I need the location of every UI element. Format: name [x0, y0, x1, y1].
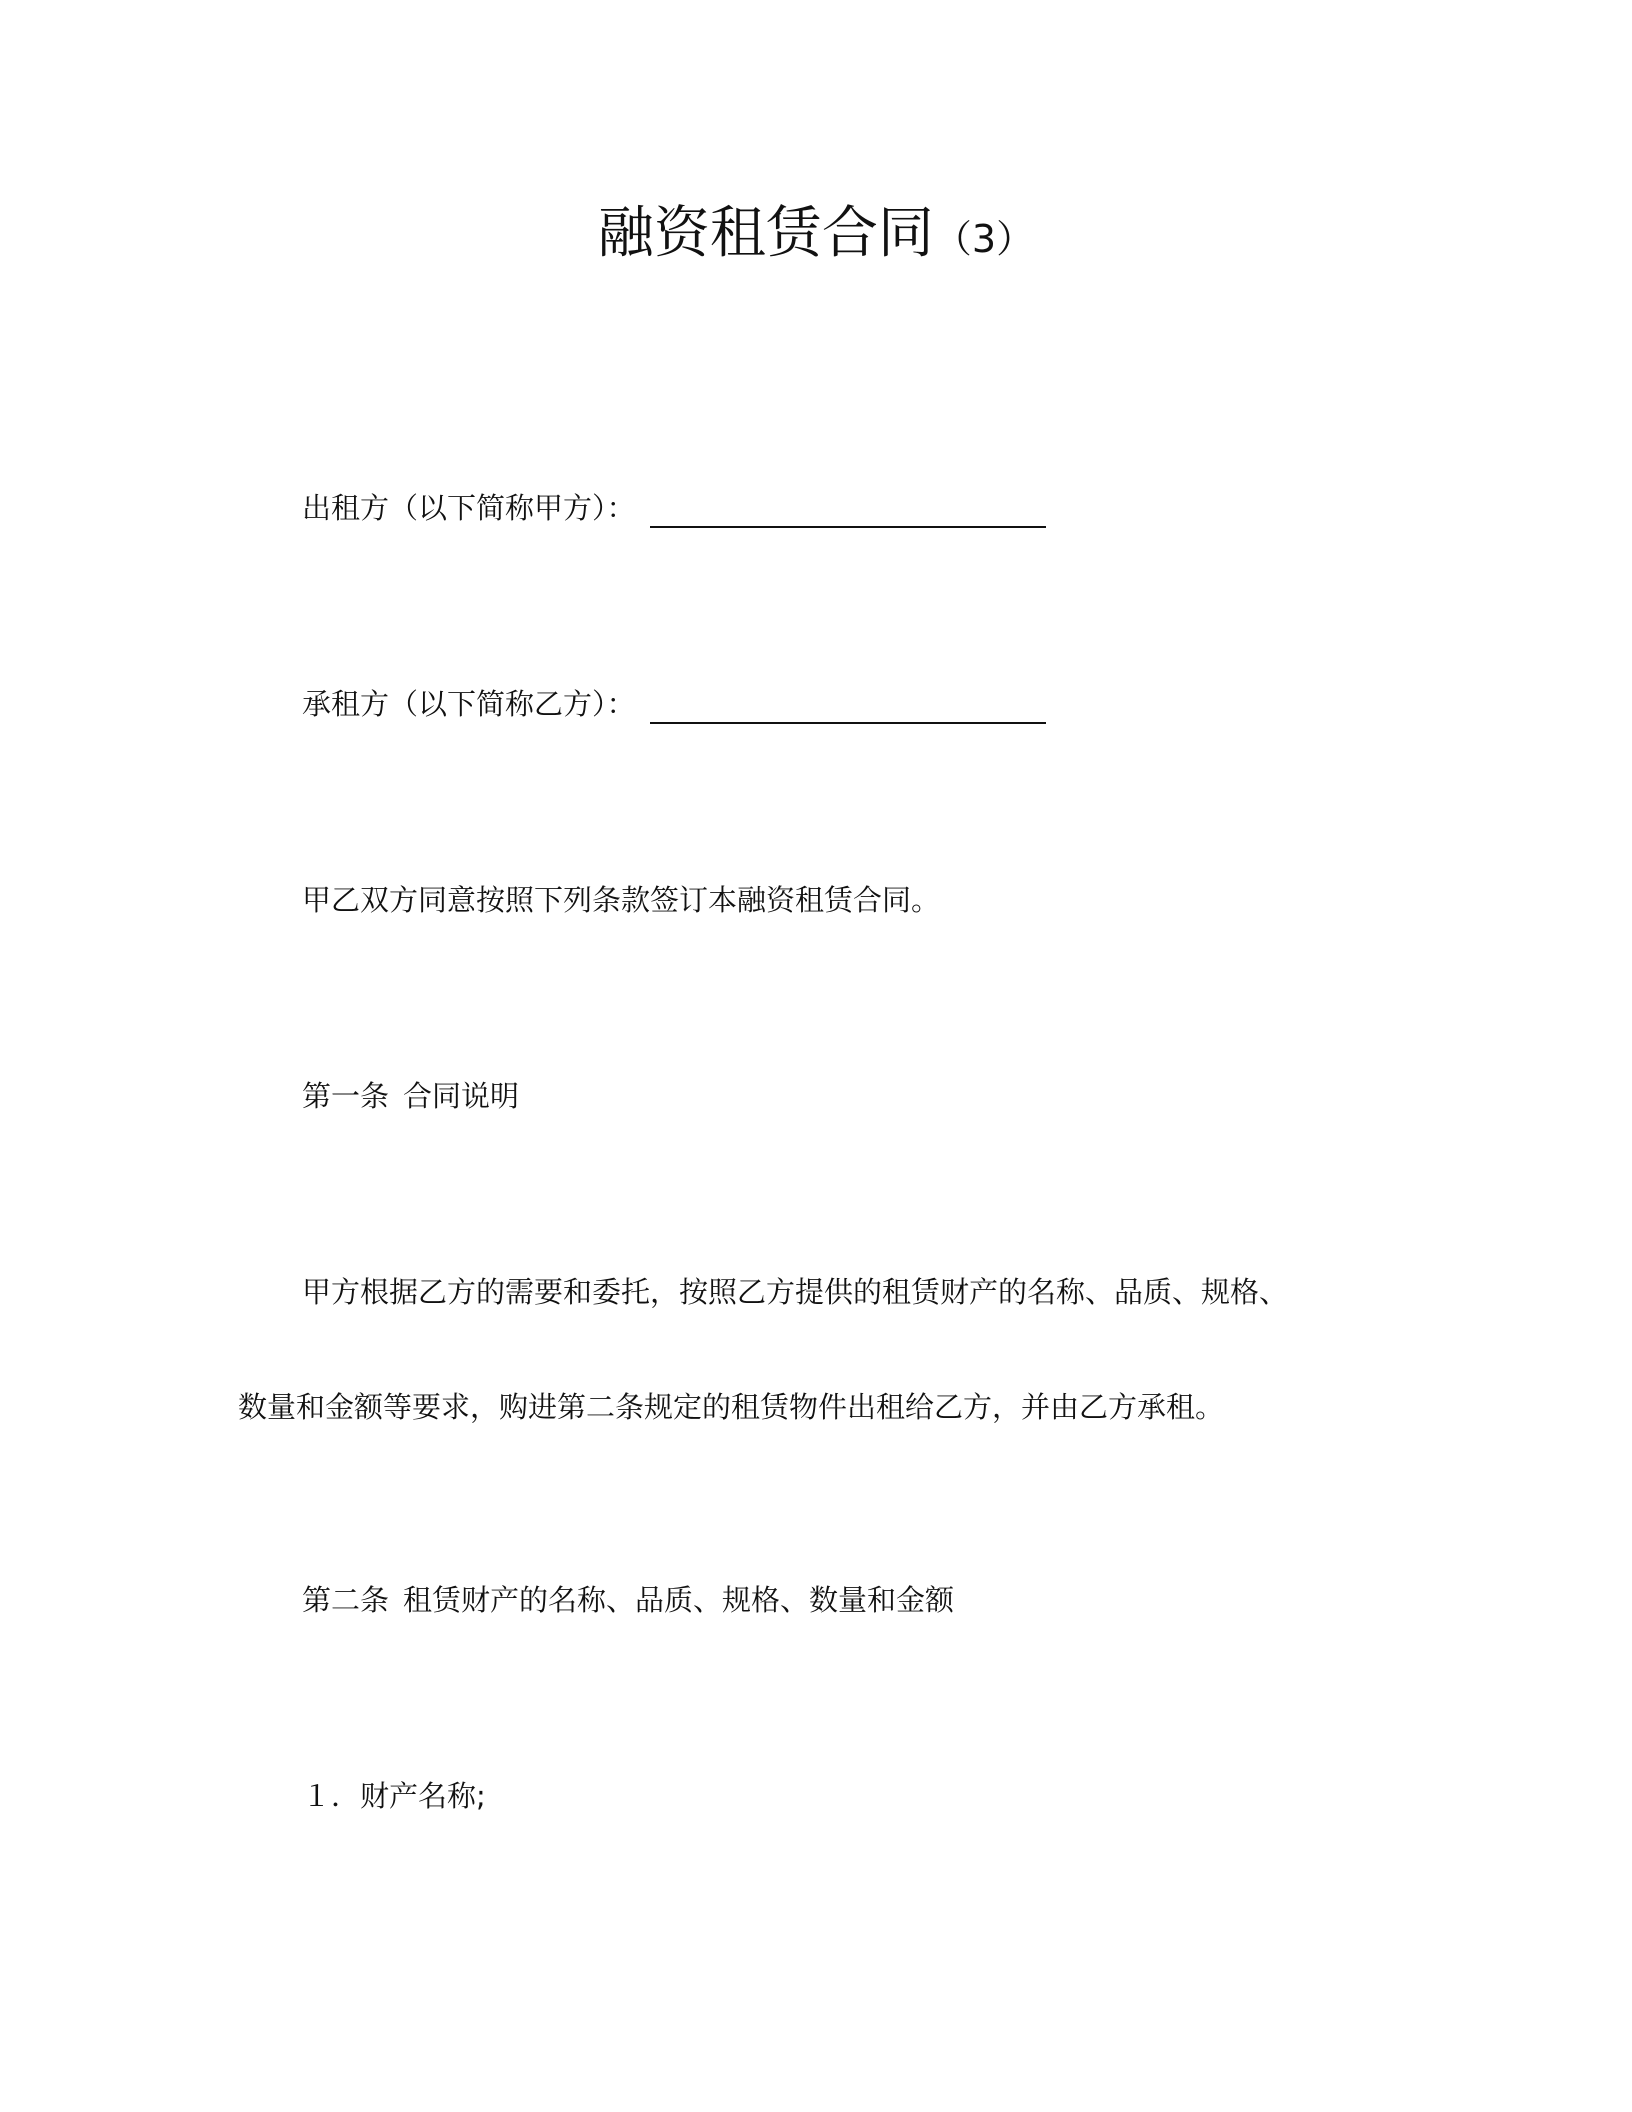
lessor-line: [302, 488, 1046, 528]
lessee-blank-field: [650, 692, 1046, 724]
lessor-label: 出租方（以下简称甲方）：: [302, 491, 636, 525]
agreement-intro: 甲乙双方同意按照下列条款签订本融资租赁合同。: [302, 883, 941, 917]
article-2-item-1: [302, 1776, 486, 1816]
title-suffix: （3）: [933, 217, 1035, 261]
item-1-number: １．: [302, 1779, 361, 1813]
article-2-number: 第二条: [302, 1583, 390, 1617]
document-title: [0, 198, 1632, 275]
article-2-heading: [302, 1580, 954, 1620]
lessee-label: 承租方（以下简称乙方）：: [302, 687, 636, 721]
article-1-number: 第一条: [302, 1079, 390, 1113]
item-1-label: 财产名称;: [360, 1779, 486, 1813]
article-1-body-line-2: 数量和金额等要求，购进第二条规定的租赁物件出租给乙方，并由乙方承租。: [238, 1390, 1225, 1424]
article-2-title: 租赁财产的名称、品质、规格、数量和金额: [403, 1583, 955, 1617]
title-text: 融资租赁合同: [597, 201, 934, 266]
article-1-heading: [302, 1076, 519, 1116]
article-1-body-line-1: 甲方根据乙方的需要和委托，按照乙方提供的租赁财产的名称、品质、规格、: [302, 1275, 1289, 1309]
lessor-blank-field: [650, 496, 1046, 528]
article-1-title: 合同说明: [403, 1079, 520, 1113]
lessee-line: [302, 684, 1046, 724]
